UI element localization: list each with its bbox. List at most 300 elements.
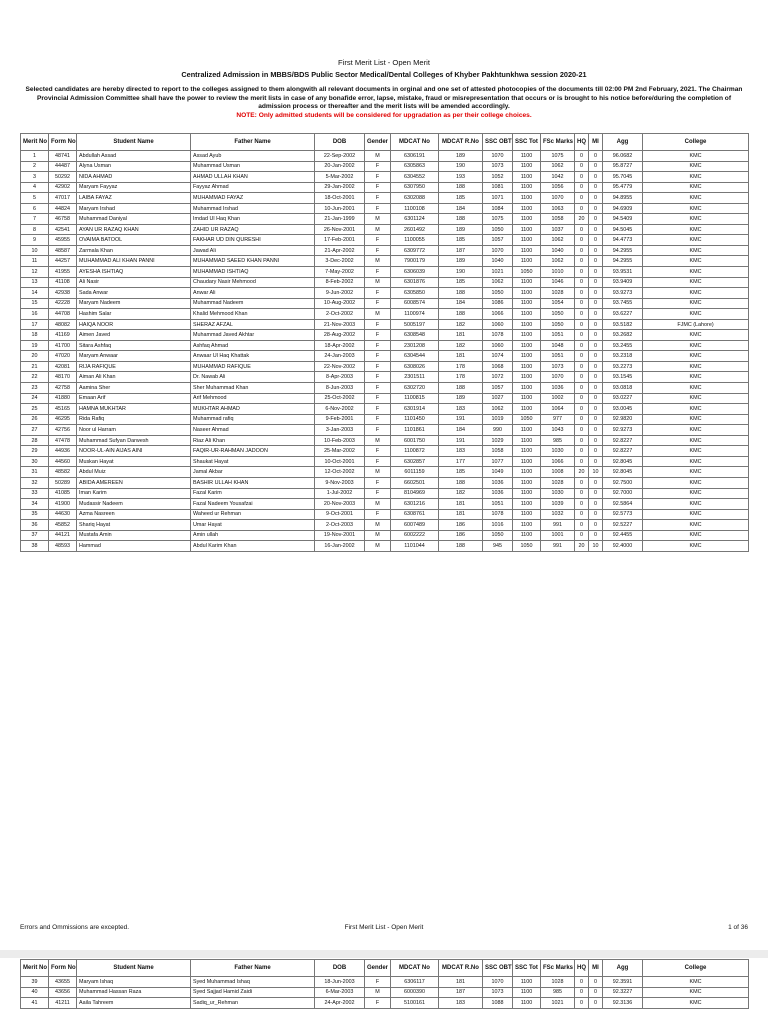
- cell-ssc-obt: 1057: [483, 383, 513, 394]
- cell-agg: 92.9273: [603, 425, 643, 436]
- cell-mi: 0: [589, 530, 603, 541]
- cell-college: KMC: [643, 372, 749, 383]
- cell-ssc-obt: 1027: [483, 393, 513, 404]
- cell-dob: 18-Oct-2001: [315, 193, 365, 204]
- cell-merit-no: 28: [21, 435, 49, 446]
- cell-fsc-marks: 1043: [541, 425, 575, 436]
- cell-mi: 0: [589, 330, 603, 341]
- cell-fsc-marks: 1051: [541, 351, 575, 362]
- cell-form-no: 41108: [49, 277, 77, 288]
- cell-form-no: 50289: [49, 477, 77, 488]
- cell-ssc-tot: 1100: [513, 151, 541, 162]
- cell-mi: 0: [589, 277, 603, 288]
- cell-form-no: 47478: [49, 435, 77, 446]
- table-row: [21, 383, 749, 394]
- cell-student-name: Muhammad Daniyal: [77, 214, 191, 225]
- cell-dob: 26-Nov-2001: [315, 224, 365, 235]
- cell-ssc-obt: 1050: [483, 288, 513, 299]
- cell-merit-no: 4: [21, 182, 49, 193]
- cell-college: KMC: [643, 340, 749, 351]
- cell-mdcat-no: 6302720: [391, 383, 439, 394]
- cell-student-name: NIDA AHMAD: [77, 172, 191, 183]
- cell-college: KMC: [643, 267, 749, 278]
- cell-mdcat-rno: 177: [439, 456, 483, 467]
- cell-ssc-obt: 1050: [483, 530, 513, 541]
- cell-agg: 92.5864: [603, 499, 643, 510]
- cell-ssc-tot: 1050: [513, 541, 541, 552]
- upgradation-note: NOTE: Only admitted students will be considered for upgradation as per their college choices.: [236, 111, 532, 119]
- cell-mdcat-rno: 186: [439, 520, 483, 531]
- cell-fsc-marks: 1042: [541, 172, 575, 183]
- cell-form-no: 41880: [49, 393, 77, 404]
- cell-mdcat-rno: 188: [439, 182, 483, 193]
- cell-college: KMC: [643, 998, 749, 1009]
- cell-student-name: LAIBA FAYAZ: [77, 193, 191, 204]
- cell-gender: M: [365, 214, 391, 225]
- cell-college: KMC: [643, 488, 749, 499]
- cell-college: KMC: [643, 309, 749, 320]
- cell-form-no: 45852: [49, 520, 77, 531]
- cell-college: KMC: [643, 288, 749, 299]
- list-subtitle: Centralized Admission in MBBS/BDS Public Sector Medical/Dental Colleges of Khyber Pakhtunkhwa session 2020-21: [181, 70, 587, 79]
- cell-fsc-marks: 985: [541, 987, 575, 998]
- cell-father-name: Anwaar Ul Haq Khattak: [191, 351, 315, 362]
- cell-father-name: Syed Muhammad Ishaq: [191, 977, 315, 988]
- cell-gender: F: [365, 298, 391, 309]
- cell-mdcat-rno: 188: [439, 541, 483, 552]
- cell-ssc-obt: 1052: [483, 172, 513, 183]
- cell-college: KMC: [643, 499, 749, 510]
- column-header-agg: Agg: [603, 134, 643, 151]
- cell-gender: M: [365, 530, 391, 541]
- cell-college: KMC: [643, 425, 749, 436]
- column-header-student-name: Student Name: [77, 960, 191, 977]
- cell-ssc-tot: 1100: [513, 530, 541, 541]
- cell-dob: 21-Nov-2003: [315, 319, 365, 330]
- cell-mdcat-rno: 182: [439, 319, 483, 330]
- cell-ssc-tot: 1100: [513, 987, 541, 998]
- notice-text: Selected candidates are hereby directed to report to the colleges assigned to them alongwith all relevant documents in orginal and one set of attested photocopies of the documents till 02:00 PM 2nd February, 2021. The Chairman Provincial Admission Committee shall have the power to review the merit lists in case of any bonafide error, lapse, mistake, fraud or misrepresentation that occurs or is brought to his notice before/during the completion of admission process or thereafter and the merit lists will be amended accordingly.: [25, 86, 743, 111]
- cell-mi: 0: [589, 446, 603, 457]
- cell-ssc-obt: 1036: [483, 488, 513, 499]
- cell-gender: F: [365, 193, 391, 204]
- cell-father-name: Anwar Ali: [191, 288, 315, 299]
- cell-dob: 8-Jun-2003: [315, 383, 365, 394]
- column-header-ssc-tot: SSC Tot: [513, 960, 541, 977]
- cell-mi: 0: [589, 425, 603, 436]
- cell-agg: 93.5182: [603, 319, 643, 330]
- cell-form-no: 48170: [49, 372, 77, 383]
- cell-father-name: FAKHAR UD DIN QURESHI: [191, 235, 315, 246]
- cell-merit-no: 37: [21, 530, 49, 541]
- cell-ssc-obt: 1050: [483, 224, 513, 235]
- cell-gender: F: [365, 245, 391, 256]
- cell-father-name: Syed Sajjad Hamid Zaidi: [191, 987, 315, 998]
- cell-hq: 0: [575, 298, 589, 309]
- cell-ssc-obt: 1060: [483, 319, 513, 330]
- cell-merit-no: 1: [21, 151, 49, 162]
- cell-mdcat-no: 1100815: [391, 393, 439, 404]
- table-row: [21, 977, 749, 988]
- table-row: [21, 224, 749, 235]
- cell-mdcat-rno: 181: [439, 330, 483, 341]
- cell-gender: F: [365, 372, 391, 383]
- cell-ssc-tot: 1100: [513, 998, 541, 1009]
- cell-student-name: Hashim Salar: [77, 309, 191, 320]
- cell-agg: 93.9273: [603, 288, 643, 299]
- cell-fsc-marks: 1064: [541, 404, 575, 415]
- cell-mdcat-no: 6301914: [391, 404, 439, 415]
- column-header-gender: Gender: [365, 960, 391, 977]
- column-header-father-name: Father Name: [191, 960, 315, 977]
- table-row: [21, 340, 749, 351]
- cell-agg: 92.4455: [603, 530, 643, 541]
- cell-agg: 93.2682: [603, 330, 643, 341]
- table-row: [21, 477, 749, 488]
- cell-fsc-marks: 1058: [541, 214, 575, 225]
- cell-mdcat-rno: 190: [439, 161, 483, 172]
- cell-father-name: Abdul Karim Khan: [191, 541, 315, 552]
- cell-ssc-obt: 1021: [483, 267, 513, 278]
- cell-form-no: 41900: [49, 499, 77, 510]
- cell-agg: 92.4000: [603, 541, 643, 552]
- cell-form-no: 42228: [49, 298, 77, 309]
- cell-father-name: Assad Ayub: [191, 151, 315, 162]
- cell-ssc-obt: 1088: [483, 998, 513, 1009]
- cell-mdcat-no: 6308761: [391, 509, 439, 520]
- column-header-hq: HQ: [575, 960, 589, 977]
- cell-gender: F: [365, 203, 391, 214]
- cell-college: KMC: [643, 541, 749, 552]
- cell-dob: 6-Mar-2003: [315, 987, 365, 998]
- table-row: [21, 404, 749, 415]
- cell-ssc-tot: 1100: [513, 298, 541, 309]
- cell-gender: M: [365, 541, 391, 552]
- cell-student-name: AYESHA ISHTIAQ: [77, 267, 191, 278]
- cell-hq: 20: [575, 214, 589, 225]
- cell-gender: F: [365, 393, 391, 404]
- cell-college: KMC: [643, 214, 749, 225]
- table-row: [21, 235, 749, 246]
- cell-mi: 0: [589, 245, 603, 256]
- cell-hq: 0: [575, 340, 589, 351]
- cell-agg: 92.7500: [603, 477, 643, 488]
- column-header-mdcat-no: MDCAT No: [391, 134, 439, 151]
- cell-student-name: Maryam Irshad: [77, 203, 191, 214]
- cell-mi: 0: [589, 383, 603, 394]
- table-row: [21, 319, 749, 330]
- cell-dob: 24-Jan-2003: [315, 351, 365, 362]
- cell-ssc-tot: 1100: [513, 520, 541, 531]
- cell-mi: 0: [589, 404, 603, 415]
- cell-ssc-obt: 1081: [483, 182, 513, 193]
- cell-father-name: Muhammad rafiq: [191, 414, 315, 425]
- cell-hq: 0: [575, 245, 589, 256]
- cell-hq: 0: [575, 182, 589, 193]
- cell-merit-no: 17: [21, 319, 49, 330]
- cell-merit-no: 20: [21, 351, 49, 362]
- table-row: [21, 214, 749, 225]
- cell-mdcat-rno: 184: [439, 425, 483, 436]
- table-row: [21, 499, 749, 510]
- cell-father-name: Ashfaq Ahmad: [191, 340, 315, 351]
- cell-hq: 0: [575, 977, 589, 988]
- cell-mdcat-no: 2301208: [391, 340, 439, 351]
- cell-ssc-tot: 1100: [513, 393, 541, 404]
- cell-dob: 12-Oct-2002: [315, 467, 365, 478]
- cell-student-name: Maryam Anwaar: [77, 351, 191, 362]
- cell-agg: 93.2273: [603, 361, 643, 372]
- cell-ssc-tot: 1100: [513, 977, 541, 988]
- cell-fsc-marks: 1032: [541, 509, 575, 520]
- cell-merit-no: 39: [21, 977, 49, 988]
- cell-college: KMC: [643, 172, 749, 183]
- cell-mdcat-rno: 181: [439, 499, 483, 510]
- cell-fsc-marks: 977: [541, 414, 575, 425]
- cell-hq: 0: [575, 425, 589, 436]
- cell-mdcat-no: 6304544: [391, 351, 439, 362]
- cell-dob: 9-Jun-2002: [315, 288, 365, 299]
- cell-ssc-obt: 1072: [483, 372, 513, 383]
- cell-merit-no: 41: [21, 998, 49, 1009]
- cell-mi: 0: [589, 456, 603, 467]
- cell-merit-no: 33: [21, 488, 49, 499]
- cell-ssc-obt: 1074: [483, 351, 513, 362]
- cell-ssc-obt: 1070: [483, 977, 513, 988]
- cell-mi: 0: [589, 488, 603, 499]
- cell-father-name: FAQIR-UR-RAHMAN JADOON: [191, 446, 315, 457]
- cell-merit-no: 40: [21, 987, 49, 998]
- cell-hq: 0: [575, 193, 589, 204]
- table-row: [21, 203, 749, 214]
- cell-gender: F: [365, 414, 391, 425]
- cell-form-no: 44121: [49, 530, 77, 541]
- cell-gender: M: [365, 277, 391, 288]
- cell-fsc-marks: 1062: [541, 161, 575, 172]
- cell-merit-no: 32: [21, 477, 49, 488]
- cell-merit-no: 24: [21, 393, 49, 404]
- cell-agg: 94.8955: [603, 193, 643, 204]
- cell-mdcat-rno: 185: [439, 235, 483, 246]
- cell-mi: 10: [589, 467, 603, 478]
- cell-student-name: Abdullah Assad: [77, 151, 191, 162]
- cell-father-name: Chaudary Nasir Mehmood: [191, 277, 315, 288]
- cell-mdcat-no: 6304552: [391, 172, 439, 183]
- cell-dob: 9-Feb-2001: [315, 414, 365, 425]
- cell-gender: M: [365, 151, 391, 162]
- cell-agg: 92.8227: [603, 435, 643, 446]
- cell-college: KMC: [643, 245, 749, 256]
- cell-ssc-obt: 1019: [483, 414, 513, 425]
- cell-mdcat-rno: 188: [439, 288, 483, 299]
- cell-fsc-marks: 1050: [541, 319, 575, 330]
- table-row: [21, 182, 749, 193]
- cell-mi: 0: [589, 288, 603, 299]
- cell-gender: M: [365, 435, 391, 446]
- table-row: [21, 520, 749, 531]
- table-header-row: [21, 960, 749, 977]
- cell-hq: 0: [575, 161, 589, 172]
- cell-hq: 0: [575, 351, 589, 362]
- table-row: [21, 435, 749, 446]
- cell-mdcat-no: 6000390: [391, 987, 439, 998]
- cell-father-name: MUHAMMAD ISHTIAQ: [191, 267, 315, 278]
- column-header-hq: HQ: [575, 134, 589, 151]
- cell-merit-no: 13: [21, 277, 49, 288]
- cell-agg: 93.2455: [603, 340, 643, 351]
- cell-form-no: 48593: [49, 541, 77, 552]
- cell-fsc-marks: 1062: [541, 235, 575, 246]
- cell-agg: 92.3227: [603, 987, 643, 998]
- cell-mdcat-rno: 181: [439, 351, 483, 362]
- cell-fsc-marks: 1036: [541, 383, 575, 394]
- footer-disclaimer: Errors and Ommissions are excepted.: [20, 924, 130, 931]
- cell-father-name: Amin ullah: [191, 530, 315, 541]
- cell-hq: 20: [575, 467, 589, 478]
- cell-college: KMC: [643, 193, 749, 204]
- cell-ssc-tot: 1100: [513, 224, 541, 235]
- cell-ssc-tot: 1100: [513, 425, 541, 436]
- cell-father-name: Fazal Nadeem Yousafzai: [191, 499, 315, 510]
- table-row: [21, 414, 749, 425]
- cell-fsc-marks: 991: [541, 520, 575, 531]
- cell-gender: F: [365, 383, 391, 394]
- cell-ssc-tot: 1100: [513, 509, 541, 520]
- cell-father-name: AHMAD ULLAH KHAN: [191, 172, 315, 183]
- column-header-form-no: Form No: [49, 134, 77, 151]
- cell-mi: 0: [589, 319, 603, 330]
- cell-father-name: Umar Hayat: [191, 520, 315, 531]
- cell-ssc-tot: 1100: [513, 340, 541, 351]
- cell-ssc-tot: 1100: [513, 499, 541, 510]
- cell-mdcat-rno: 181: [439, 977, 483, 988]
- cell-mi: 0: [589, 151, 603, 162]
- cell-agg: 92.8045: [603, 456, 643, 467]
- table-row: [21, 987, 749, 998]
- cell-fsc-marks: 1030: [541, 446, 575, 457]
- cell-fsc-marks: 1028: [541, 288, 575, 299]
- cell-form-no: 41085: [49, 488, 77, 499]
- cell-mdcat-no: 8104969: [391, 488, 439, 499]
- cell-ssc-obt: 1070: [483, 151, 513, 162]
- cell-mdcat-no: 1100872: [391, 446, 439, 457]
- column-header-fsc-marks: FSc Marks: [541, 134, 575, 151]
- table-row: [21, 541, 749, 552]
- cell-college: KMC: [643, 161, 749, 172]
- cell-gender: F: [365, 425, 391, 436]
- cell-hq: 0: [575, 361, 589, 372]
- cell-mi: 0: [589, 520, 603, 531]
- cell-form-no: 42541: [49, 224, 77, 235]
- table-row: [21, 267, 749, 278]
- cell-fsc-marks: 1028: [541, 477, 575, 488]
- cell-father-name: Sher Muhammad Khan: [191, 383, 315, 394]
- cell-student-name: Alyna Usman: [77, 161, 191, 172]
- cell-agg: 93.9531: [603, 267, 643, 278]
- cell-fsc-marks: 1070: [541, 193, 575, 204]
- cell-ssc-obt: 1051: [483, 499, 513, 510]
- cell-ssc-tot: 1100: [513, 383, 541, 394]
- cell-fsc-marks: 985: [541, 435, 575, 446]
- table-row: [21, 456, 749, 467]
- cell-mi: 0: [589, 977, 603, 988]
- cell-gender: F: [365, 509, 391, 520]
- page-number: 1 of 36: [728, 924, 748, 931]
- cell-fsc-marks: 1040: [541, 245, 575, 256]
- cell-mdcat-no: 6302857: [391, 456, 439, 467]
- cell-ssc-obt: 1062: [483, 404, 513, 415]
- cell-hq: 0: [575, 235, 589, 246]
- cell-mi: 0: [589, 477, 603, 488]
- table-row: [21, 288, 749, 299]
- cell-student-name: Iman Karim: [77, 488, 191, 499]
- cell-father-name: Muhammad Usman: [191, 161, 315, 172]
- cell-form-no: 44560: [49, 456, 77, 467]
- table-row: [21, 298, 749, 309]
- cell-mi: 0: [589, 267, 603, 278]
- cell-agg: 92.8045: [603, 467, 643, 478]
- cell-student-name: Aiman Ali Khan: [77, 372, 191, 383]
- cell-mdcat-no: 6309772: [391, 245, 439, 256]
- cell-college: KMC: [643, 351, 749, 362]
- cell-student-name: Noor ul Harram: [77, 425, 191, 436]
- column-header-student-name: Student Name: [77, 134, 191, 151]
- cell-form-no: 48082: [49, 319, 77, 330]
- cell-mdcat-rno: 182: [439, 488, 483, 499]
- cell-college: KMC: [643, 446, 749, 457]
- cell-hq: 0: [575, 477, 589, 488]
- cell-college: KMC: [643, 203, 749, 214]
- table-row: [21, 425, 749, 436]
- cell-form-no: 42902: [49, 182, 77, 193]
- cell-mdcat-rno: 189: [439, 393, 483, 404]
- cell-gender: F: [365, 235, 391, 246]
- document-page-2: [0, 958, 768, 1024]
- cell-gender: F: [365, 446, 391, 457]
- cell-form-no: 44257: [49, 256, 77, 267]
- cell-ssc-obt: 1066: [483, 309, 513, 320]
- cell-father-name: Imdad Ul Haq Khan: [191, 214, 315, 225]
- cell-ssc-tot: 1100: [513, 203, 541, 214]
- cell-mdcat-rno: 184: [439, 298, 483, 309]
- cell-mdcat-rno: 183: [439, 404, 483, 415]
- table-row: [21, 393, 749, 404]
- cell-agg: 92.7000: [603, 488, 643, 499]
- cell-form-no: 42938: [49, 288, 77, 299]
- cell-ssc-tot: 1100: [513, 404, 541, 415]
- cell-mdcat-rno: 190: [439, 267, 483, 278]
- cell-student-name: Zarmala Khan: [77, 245, 191, 256]
- table-row: [21, 277, 749, 288]
- footer-title: First Merit List - Open Merit: [344, 924, 424, 931]
- cell-form-no: 50292: [49, 172, 77, 183]
- cell-mdcat-no: 6301124: [391, 214, 439, 225]
- cell-fsc-marks: 1050: [541, 309, 575, 320]
- cell-college: KMC: [643, 298, 749, 309]
- cell-dob: 24-Apr-2002: [315, 998, 365, 1009]
- cell-merit-no: 11: [21, 256, 49, 267]
- cell-hq: 0: [575, 330, 589, 341]
- cell-dob: 18-Jun-2003: [315, 977, 365, 988]
- cell-dob: 28-Aug-2002: [315, 330, 365, 341]
- cell-hq: 0: [575, 172, 589, 183]
- cell-merit-no: 38: [21, 541, 49, 552]
- cell-ssc-tot: 1100: [513, 435, 541, 446]
- cell-gender: F: [365, 477, 391, 488]
- cell-ssc-obt: 1057: [483, 235, 513, 246]
- cell-ssc-tot: 1100: [513, 372, 541, 383]
- cell-merit-no: 10: [21, 245, 49, 256]
